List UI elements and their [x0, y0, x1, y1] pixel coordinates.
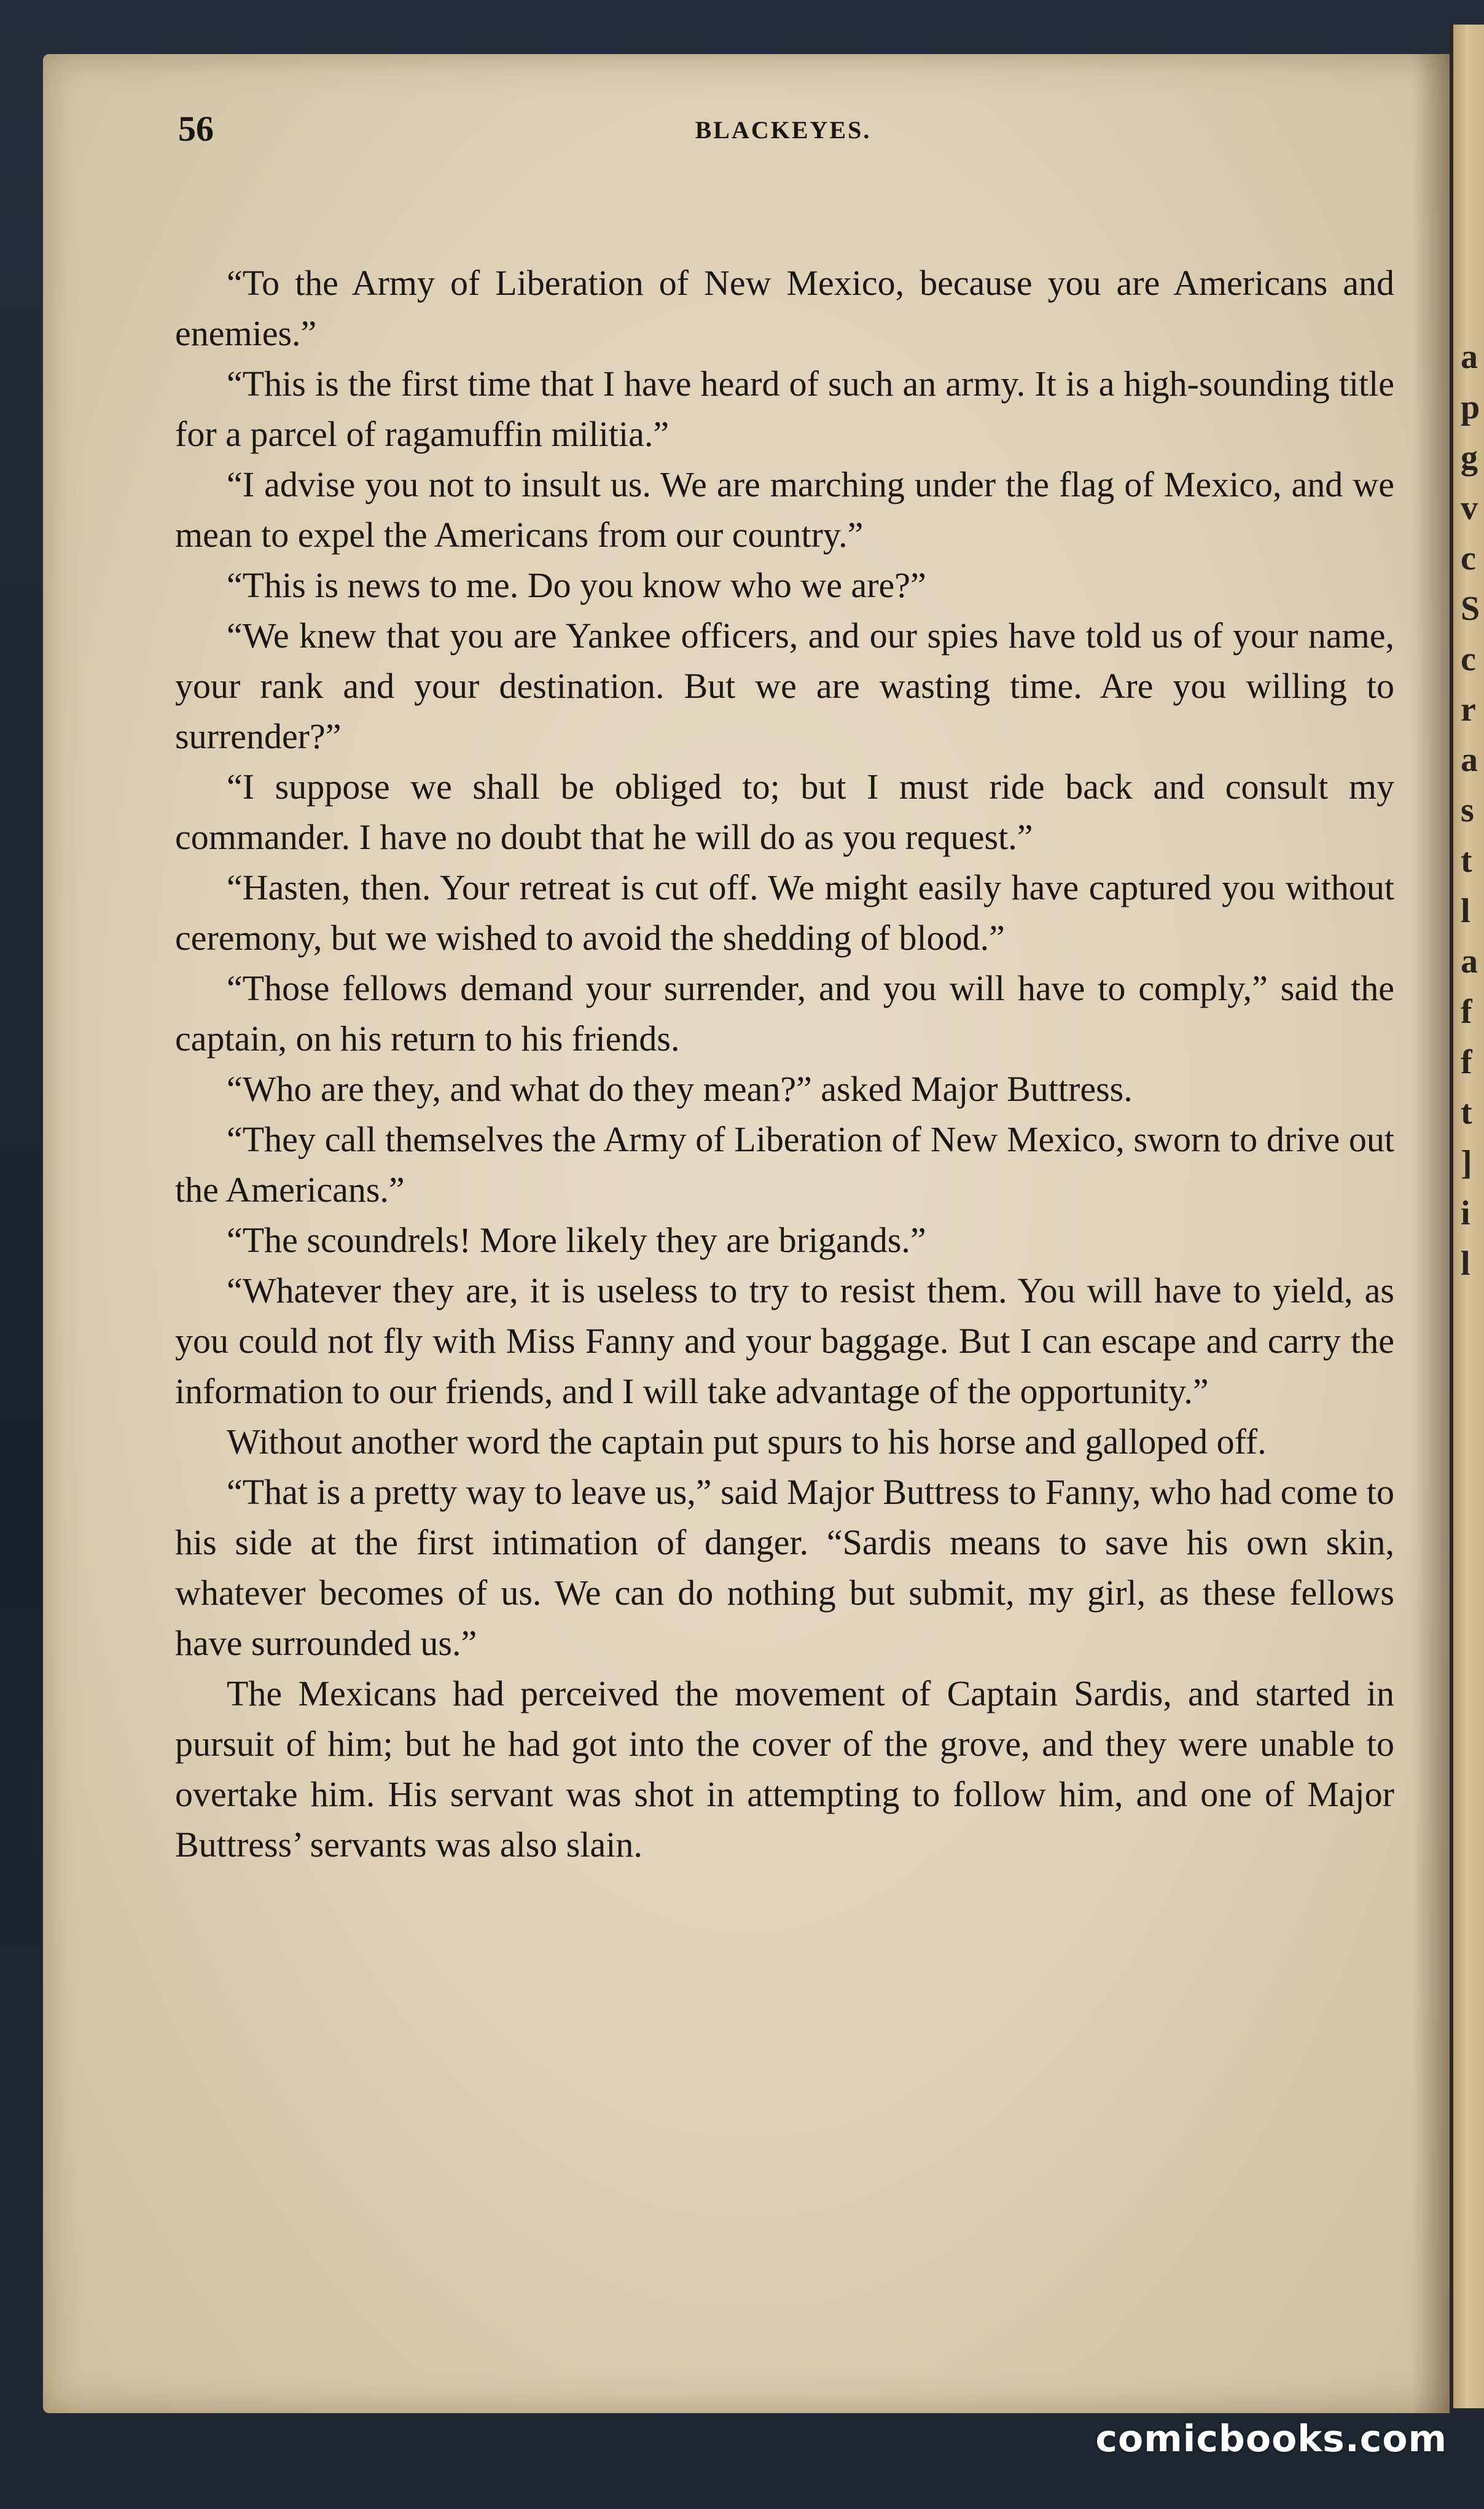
- facing-page-letter: a: [1461, 741, 1478, 779]
- facing-page-edge: [1450, 25, 1484, 2408]
- paragraph: “I suppose we shall be obliged to; but I must ride back and consult my commander. I have no doubt that he will do as you request.”: [175, 767, 1394, 857]
- facing-page-letter: p: [1461, 388, 1480, 426]
- facing-page-letter: a: [1461, 942, 1478, 981]
- paragraph: “Who are they, and what do they mean?” asked Major Buttress.: [227, 1069, 1133, 1109]
- facing-page-letter: f: [1461, 993, 1472, 1031]
- facing-page-letter: l: [1461, 892, 1470, 930]
- page-number: 56: [178, 109, 214, 149]
- paragraph: “Whatever they are, it is useless to try to resist them. You will have to yield, as you could not fly with Miss Fanny and your baggage. But I can escape and carry the information to our friends, and I will take advantage of the opportunity.”: [175, 1270, 1394, 1411]
- facing-page-letter: g: [1461, 439, 1478, 477]
- paragraph: “This is news to me. Do you know who we are?”: [227, 565, 926, 605]
- paragraph: “This is the first time that I have heard of such an army. It is a high-sounding title for a parcel of ragamuffin militia.”: [175, 364, 1394, 454]
- facing-page-letter: c: [1461, 640, 1476, 678]
- facing-page-letter: f: [1461, 1043, 1472, 1081]
- facing-page-letter: a: [1461, 338, 1478, 376]
- paragraph: “We knew that you are Yankee officers, and our spies have told us of your name, your rank and your destination. But we are wasting time. Are you willing to surrender?”: [175, 616, 1394, 756]
- paragraph: The Mexicans had perceived the movement of Captain Sardis, and started in pursuit of him; but he had got into the cover of the grove, and they were unable to overtake him. His servant was shot in attempting to follow him, and one of Major Buttress’ servants was also slain.: [175, 1673, 1394, 1865]
- facing-page-letters: [1461, 332, 1484, 1289]
- facing-page-letter: i: [1461, 1194, 1470, 1232]
- facing-page-letter: r: [1461, 691, 1476, 729]
- facing-page-letter: t: [1461, 842, 1472, 880]
- paragraph: Without another word the captain put spurs to his horse and galloped off.: [227, 1422, 1267, 1462]
- facing-page-letter: t: [1461, 1094, 1472, 1132]
- facing-page-letter: S: [1461, 590, 1480, 628]
- paragraph: “The scoundrels! More likely they are brigands.”: [227, 1220, 926, 1260]
- paragraph: “To the Army of Liberation of New Mexico, because you are Americans and enemies.”: [175, 263, 1394, 353]
- paragraph: “That is a pretty way to leave us,” said Major Buttress to Fanny, who had come to his side at the first intimation of danger. “Sardis means to save his own skin, whatever becomes of us. We can do nothing but submit, my girl, as these fellows have surrounded us.”: [175, 1472, 1394, 1663]
- running-head: [178, 108, 1388, 151]
- paragraph: “They call themselves the Army of Liberation of New Mexico, sworn to drive out the Americans.”: [175, 1119, 1394, 1210]
- paragraph: “Hasten, then. Your retreat is cut off. We might easily have captured you without ceremony, but we wished to avoid the shedding of blood.”: [175, 867, 1394, 958]
- watermark: comicbooks.com: [1095, 2417, 1447, 2460]
- paragraph: “I advise you not to insult us. We are marching under the flag of Mexico, and we mean to expel the Americans from our country.”: [175, 464, 1394, 555]
- running-title: BLACKEYES.: [695, 116, 872, 144]
- paragraph: “Those fellows demand your surrender, and you will have to comply,” said the captain, on his return to his friends.: [175, 968, 1394, 1059]
- facing-page-letter: s: [1461, 791, 1474, 829]
- page-gutter-shadow: [1413, 54, 1450, 2413]
- facing-page-letter: l: [1461, 1245, 1470, 1283]
- facing-page-letter: c: [1461, 539, 1476, 577]
- facing-page-letter: v: [1461, 489, 1478, 527]
- body-text: [175, 258, 1394, 1870]
- facing-page-letter: ]: [1461, 1144, 1472, 1182]
